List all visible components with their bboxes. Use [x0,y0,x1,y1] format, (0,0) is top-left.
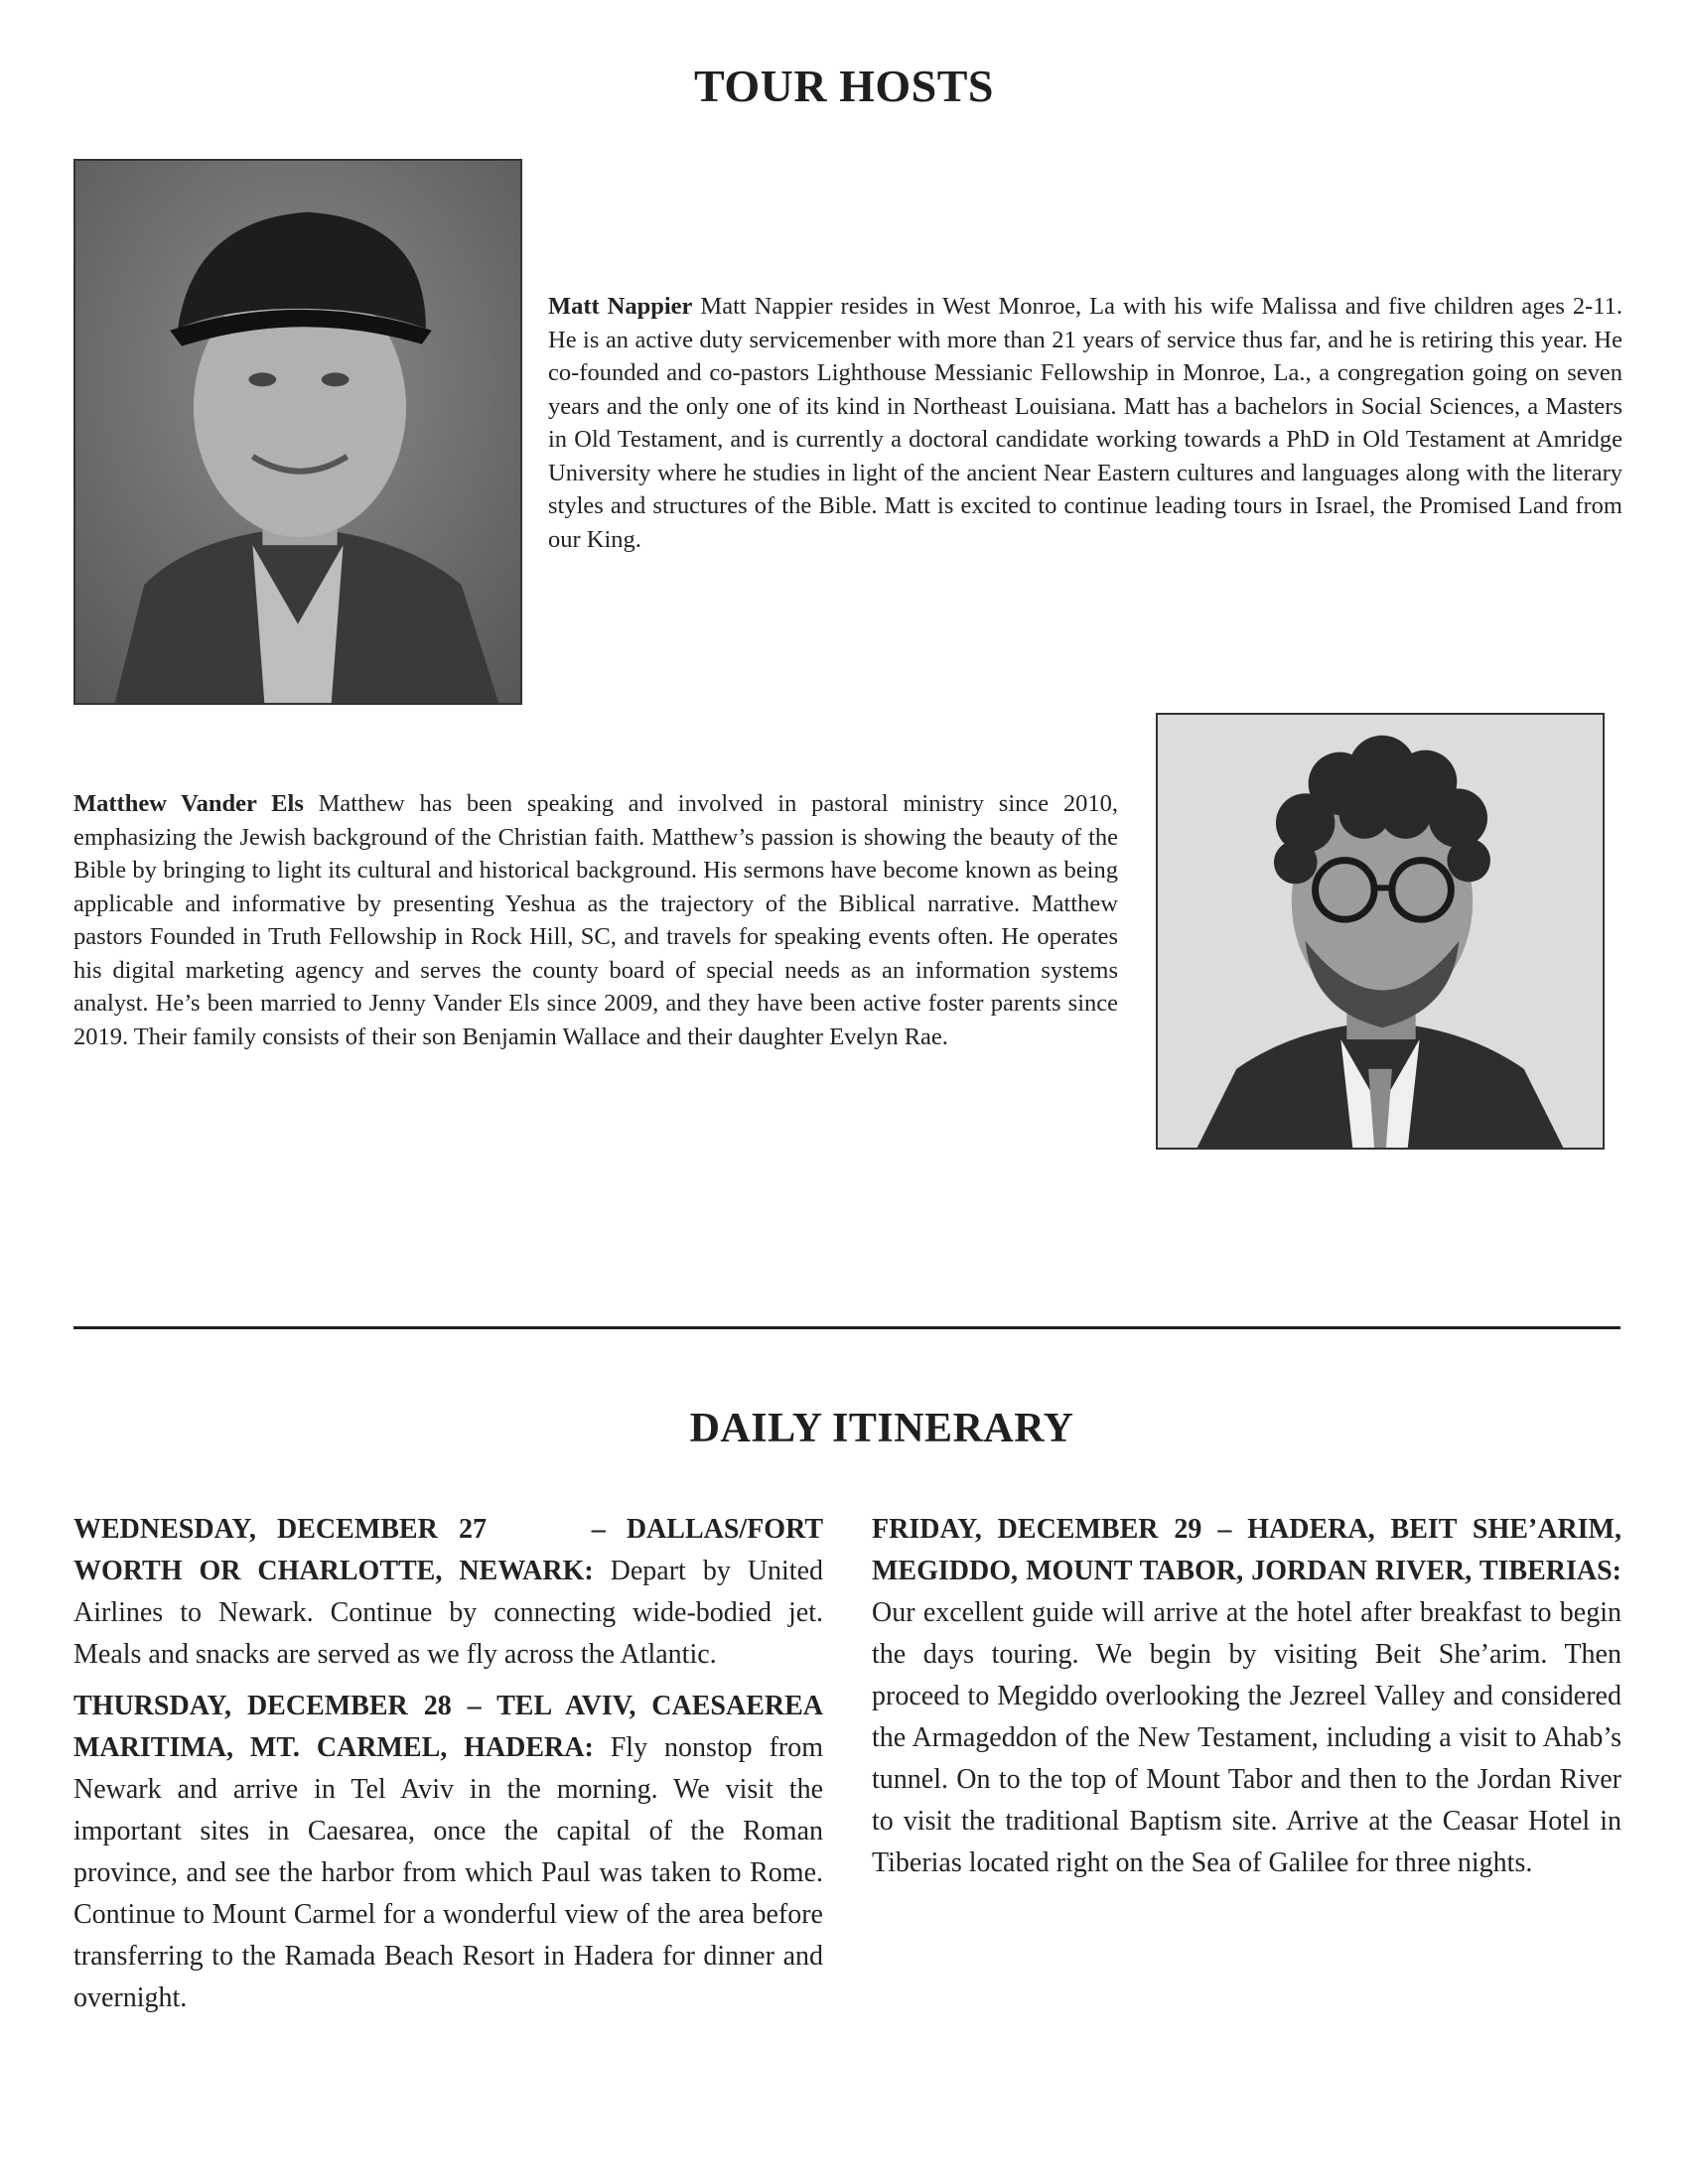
host-bio-matthew-vander-els [73,787,1118,1053]
host-photo-matt-nappier [73,159,522,705]
section-divider [73,1326,1620,1329]
host-bio-matt-nappier [548,290,1622,556]
itinerary-day-dec-27 [73,1509,830,1676]
host-name-matthew-vander-els: Matthew Vander Els [73,790,304,817]
itinerary-column-right [872,1509,1621,1894]
itinerary-day-title: THURSDAY, DECEMBER 28 – TEL AVIV, CAESAEREA MARITIMA, MT. CARMEL, HADERA: [73,1691,823,1763]
host-photo-matthew-vander-els [1156,713,1605,1150]
itinerary-day-dec-29 [872,1509,1621,1884]
itinerary-day-text: Fly nonstop from Newark and arrive in Tel Aviv in the morning. We visit the important sites in Caesarea, once the capital of the Roman province, and see the harbor from which Paul was taken to Rome. Continue to Mount Carmel for a wonderful view of the area before transferring to the Ramada Beach Resort in Hadera for dinner and overnight. [73,1732,823,2013]
itinerary-day-text: Our excellent guide will arrive at the hotel after breakfast to begin the days touring. We begin by visiting Beit She’arim. Then proceed to Megiddo overlooking the Jezreel Valley and considered the Armageddon of the New Testament, including a visit to Ahab’s tunnel. On to the top of Mount Tabor and then to the Jordan River to visit the traditional Baptism site. Arrive at the Ceasar Hotel in Tiberias located right on the Sea of Galilee for three nights. [872,1597,1621,1878]
daily-itinerary-heading: DAILY ITINERARY [689,1406,1074,1451]
host-bio-text: Matthew has been speaking and involved in pastoral ministry since 2010, emphasizing the Jewish background of the Christian faith. Matthew’s passion is showing the beauty of the Bible by bringing to light its cultural and historical background. His sermons have become known as being applicable and informative by presenting Yeshua as the trajectory of the Biblical narrative. Matthew pastors Founded in Truth Fellowship in Rock Hill, SC, and travels for speaking events often. He operates his digital marketing agency and serves the county board of special needs as an information systems analyst. He’s been married to Jenny Vander Els since 2009, and they have been active foster parents since 2019. Their family consists of their son Benjamin Wallace and their daughter Evelyn Rae. [73,790,1118,1050]
itinerary-day-title: FRIDAY, DECEMBER 29 – HADERA, BEIT SHE’ARIM, MEGIDDO, MOUNT TABOR, JORDAN RIVER, TIBERIAS: [872,1514,1621,1586]
itinerary-day-title: WEDNESDAY, DECEMBER 27 – DALLAS/FORT WORTH OR CHARLOTTE, NEWARK: [73,1514,830,1586]
host-bio-text: Matt Nappier resides in West Monroe, La with his wife Malissa and five children ages 2-11. He is an active duty servicemenber with more than 21 years of service thus far, and he is retiring this year. He co-founded and co-pastors Lighthouse Messianic Fellowship in Monroe, La., a congregation going on seven years and the only one of its kind in Northeast Louisiana. Matt has a bachelors in Social Sciences, a Masters in Old Testament, and is currently a doctoral candidate working towards a PhD in Old Testament at Amridge University where he studies in light of the ancient Near Eastern cultures and languages along with the literary styles and structures of the Bible. Matt is excited to continue leading tours in Israel, the Promised Land from our King. [548,293,1623,553]
itinerary-day-dec-28 [73,1686,823,2019]
itinerary-column-left [73,1509,830,2029]
tour-hosts-heading: TOUR HOSTS [694,61,994,111]
itinerary-day-text: Depart by United Airlines to Newark. Continue by connecting wide-bodied jet. Meals and snacks are served as we fly across the Atlantic. [73,1556,824,1670]
host-name-matt-nappier: Matt Nappier [548,293,693,320]
